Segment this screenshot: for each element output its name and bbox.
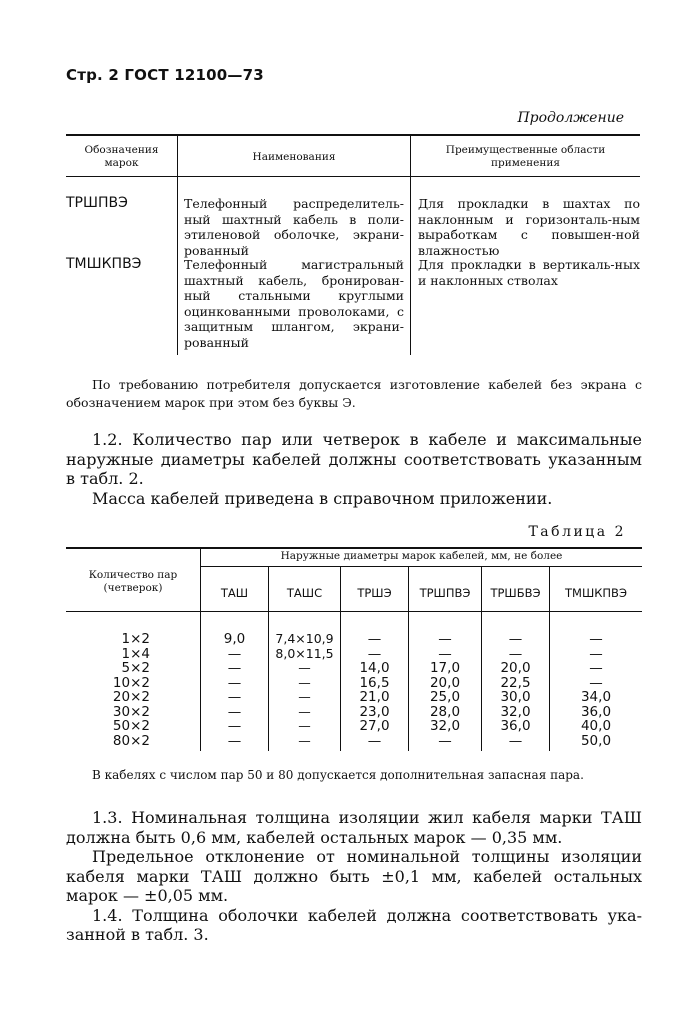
table-2-value-cell: — bbox=[298, 674, 311, 690]
table-1-code: ТРШПВЭ bbox=[66, 195, 128, 211]
table-2-stub-header: Количество пар (четверок) bbox=[88, 569, 178, 594]
table-2-value-cell: 7,4×10,9 bbox=[275, 631, 334, 646]
table-2-value-cell: — bbox=[508, 732, 523, 749]
table-2-pairs-cell: 50×2 bbox=[112, 718, 150, 734]
table-2-group-rule bbox=[200, 566, 642, 567]
table-2-value-cell: 23,0 bbox=[359, 703, 390, 720]
table-1-header-rule bbox=[66, 176, 640, 177]
table-2-value-cell: 30,0 bbox=[500, 689, 531, 705]
table-2-value-cell: 36,0 bbox=[580, 703, 612, 720]
table-row bbox=[0, 661, 700, 675]
table-2-value-cell: 50,0 bbox=[580, 732, 612, 749]
table-2-value-cell: 32,0 bbox=[500, 703, 531, 720]
paragraph-1-3-text: 1.3. Номинальная толщина изоляции жил кабеля марки ТАШ должна быть 0,6 мм, кабелей остальных марок — 0,35 мм. bbox=[66, 808, 642, 847]
table-1-header-codes: Обозначения марок bbox=[84, 144, 159, 169]
table-2-value-cell: — bbox=[227, 674, 242, 691]
table-2-value-cell: — bbox=[298, 703, 311, 719]
table-2-value-cell: — bbox=[589, 674, 603, 691]
table-2-value-cell: 34,0 bbox=[580, 689, 612, 705]
table-row bbox=[0, 632, 700, 646]
table-2-value-cell: — bbox=[227, 645, 242, 662]
table-2-col-header: ТРШЭ bbox=[357, 586, 392, 600]
table-2-value-cell: 40,0 bbox=[580, 718, 612, 734]
note-spare-pair: В кабелях с числом пар 50 и 80 допускается дополнительная запасная пара. bbox=[92, 768, 584, 782]
table-2-value-cell: 14,0 bbox=[359, 660, 390, 676]
table-1-top-rule bbox=[66, 134, 640, 136]
note-screen: По требованию потребителя допускается изготовление кабелей без экрана с обозначением марок при этом без буквы Э. bbox=[66, 377, 642, 410]
table-2-value-cell: — bbox=[227, 732, 242, 749]
table-row bbox=[0, 719, 700, 733]
table-2-value-cell: 28,0 bbox=[429, 703, 461, 720]
table-2-value-cell: — bbox=[589, 660, 603, 676]
table-2-value-cell: — bbox=[438, 732, 452, 749]
table-row bbox=[0, 705, 700, 719]
page-header: Стр. 2 ГОСТ 12100—73 bbox=[66, 66, 264, 84]
table-2-value-cell: 16,5 bbox=[359, 674, 390, 691]
table-2-pairs-cell: 20×2 bbox=[112, 689, 150, 705]
table-2-value-cell: 17,0 bbox=[429, 660, 461, 676]
paragraph-mass-text: Масса кабелей приведена в справочном приложении. bbox=[92, 488, 553, 508]
table-2-value-cell: 21,0 bbox=[359, 689, 390, 705]
table-2-value-cell: — bbox=[589, 631, 603, 647]
table-2-value-cell: — bbox=[298, 732, 311, 748]
table-2-col-header: ТРШПВЭ bbox=[419, 586, 471, 600]
paragraph-1-4-text: 1.4. Толщина оболочки кабелей должна соответствовать ука-занной в табл. 3. bbox=[66, 905, 642, 944]
table-2-value-cell: — bbox=[367, 732, 382, 749]
table-1-code: ТМШКПВЭ bbox=[66, 256, 142, 272]
table-1-header-usage: Преимущественные области применения bbox=[445, 144, 606, 169]
table-2-value-cell: — bbox=[438, 645, 452, 662]
table-2-group-header: Наружные диаметры марок кабелей, мм, не более bbox=[280, 550, 563, 562]
table-2-value-cell: — bbox=[589, 645, 603, 662]
paragraph-deviation-text: Предельное отклонение от номинальной толщины изоляции кабеля марки ТАШ должно быть ±0,1 мм, кабелей остальных марок — ±0,05 мм. bbox=[66, 847, 642, 905]
table-1-header-names: Наименования bbox=[252, 151, 336, 163]
table-2-value-cell: — bbox=[367, 631, 382, 647]
paragraph-1-2-text: 1.2. Количество пар или четверок в кабеле и максимальные наружные диаметры кабелей должны соответствовать указанным в табл. 2. bbox=[66, 430, 642, 488]
table-row bbox=[0, 690, 700, 704]
table-2-value-cell: 8,0×11,5 bbox=[275, 645, 334, 661]
table-row bbox=[0, 647, 700, 661]
table-2-value-cell: — bbox=[298, 660, 311, 675]
table-row bbox=[0, 676, 700, 690]
table-2-pairs-cell: 30×2 bbox=[112, 703, 150, 720]
table-2-caption: Таблица 2 bbox=[528, 524, 626, 540]
table-2-value-cell: — bbox=[438, 631, 452, 647]
table-2-pairs-cell: 10×2 bbox=[112, 674, 150, 691]
table-row bbox=[0, 734, 700, 748]
table-2-value-cell: — bbox=[227, 689, 242, 705]
table-1-name: Телефонный магистральный шахтный кабель, бронирован-ный стальными круглыми оцинкованными проволоками, с защитным шлангом, экрани-рованный bbox=[184, 257, 404, 350]
table-2-value-cell: 20,0 bbox=[500, 660, 531, 676]
table-1-usage: Для прокладки в вертикаль-ных и наклонных стволах bbox=[418, 257, 640, 288]
table-2-value-cell: — bbox=[227, 718, 242, 734]
table-2-value-cell: — bbox=[227, 660, 242, 676]
table-2-col-header: ТАШ bbox=[220, 586, 249, 600]
table-2-value-cell: — bbox=[367, 645, 382, 662]
table-2-col-header: ТМШКПВЭ bbox=[565, 586, 627, 600]
table-2-value-cell: 32,0 bbox=[429, 718, 461, 734]
table-2-value-cell: 36,0 bbox=[500, 718, 531, 734]
paragraph-1-2 bbox=[66, 430, 642, 508]
table-1-name: Телефонный распределитель-ный шахтный кабель в поли-этиленовой оболочке, экрани-рованный bbox=[184, 196, 404, 258]
table-1-usage: Для прокладки в шахтах по наклонным и горизонталь-ным выработкам с повышен-ной влажностью bbox=[418, 196, 640, 258]
table-2-value-cell: — bbox=[298, 718, 311, 733]
table-2-value-cell: — bbox=[508, 645, 523, 662]
table-2-top-rule bbox=[66, 547, 642, 549]
paragraph-1-3 bbox=[66, 808, 642, 945]
continuation-label: Продолжение bbox=[517, 110, 624, 126]
table-2-header-rule bbox=[66, 611, 642, 612]
table-2-pairs-cell: 1×4 bbox=[121, 645, 150, 662]
table-1-divider bbox=[177, 135, 178, 355]
table-2-value-cell: — bbox=[227, 703, 242, 720]
table-2-col-header: ТРШБВЭ bbox=[490, 586, 541, 600]
table-2-value-cell: 25,0 bbox=[429, 689, 461, 705]
table-2-pairs-cell: 5×2 bbox=[121, 660, 150, 676]
table-2-pairs-cell: 80×2 bbox=[112, 732, 150, 749]
table-2-value-cell: 9,0 bbox=[223, 631, 246, 647]
table-2-col-header: ТАШС bbox=[286, 586, 323, 600]
table-2-value-cell: 20,0 bbox=[429, 674, 461, 691]
table-2-value-cell: 22,5 bbox=[500, 674, 531, 691]
table-2-value-cell: — bbox=[298, 689, 311, 704]
table-2-value-cell: 27,0 bbox=[359, 718, 390, 734]
table-2-pairs-cell: 1×2 bbox=[121, 631, 150, 647]
table-2-value-cell: — bbox=[508, 631, 523, 647]
